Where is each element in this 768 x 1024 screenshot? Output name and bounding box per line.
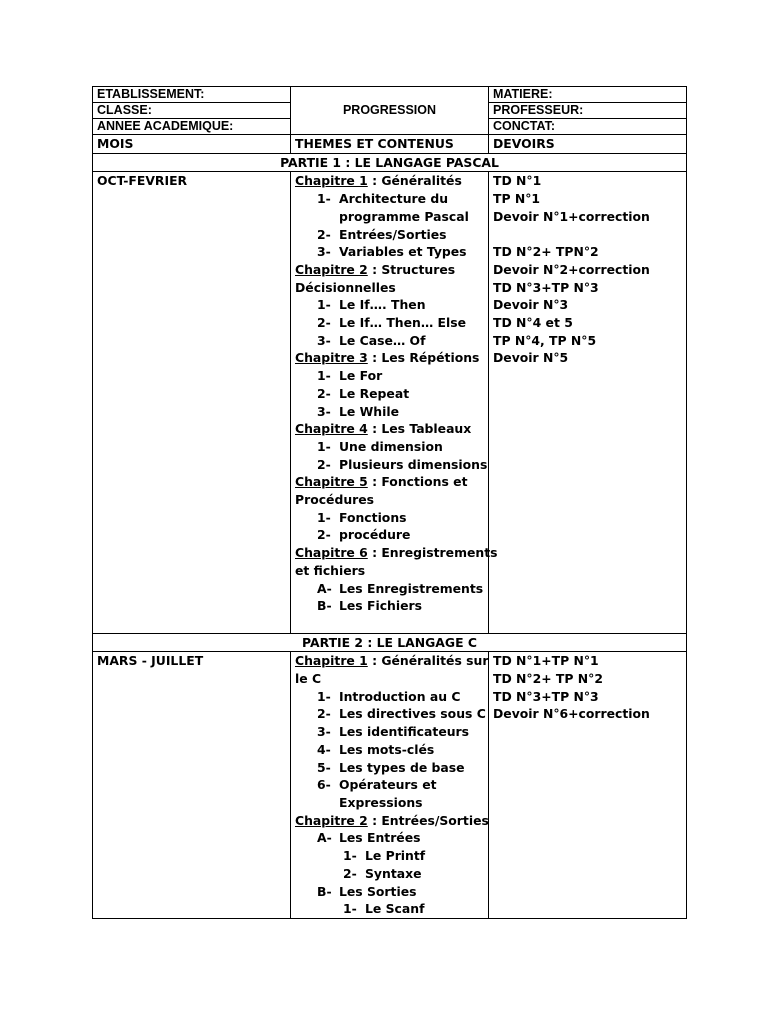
list-item: 4- Les mots-clés [317, 741, 435, 757]
chapter-label: Chapitre 2 [295, 261, 368, 277]
list-item: B- Les Fichiers [317, 598, 423, 614]
part1-devoirs [489, 172, 687, 633]
list-item: 2- Entrées/Sorties [317, 226, 447, 242]
part1-title: PARTIE 1 : LE LANGAGE PASCAL [93, 153, 687, 172]
chapter-title-continuation: Décisionnelles [295, 279, 396, 295]
column-devoirs: DEVOIRS [489, 135, 687, 154]
blank-line [493, 226, 682, 244]
header-row-1 [93, 87, 687, 103]
list-item: 1- Une dimension [317, 438, 443, 454]
list-item: 1- Le If…. Then [317, 297, 426, 313]
list-item: B- Les Sorties [317, 883, 417, 899]
list-item: 6- Opérateurs et [317, 777, 437, 793]
chapter-heading [295, 261, 484, 279]
list-item: 2- Le If… Then… Else [317, 315, 467, 331]
list-item: A- Les Enregistrements [317, 580, 484, 596]
list-item: 1- Le For [317, 368, 383, 384]
progression-table [92, 86, 687, 919]
chapter-title: : Généralités [367, 173, 462, 189]
chapter-title: : Généralités sur [367, 653, 489, 669]
devoir-item: Devoir N°1+correction [493, 208, 650, 224]
devoir-item: TD N°3+TP N°3 [493, 279, 599, 295]
chapter-label: Chapitre 3 [295, 350, 368, 366]
column-themes: THEMES ET CONTENUS [291, 135, 489, 154]
part2-devoirs [489, 652, 687, 919]
column-mois: MOIS [93, 135, 291, 154]
devoir-item: TP N°1 [493, 191, 541, 207]
list-item-continuation: programme Pascal [339, 208, 469, 224]
list-item: 3- Les identificateurs [317, 724, 470, 740]
devoir-item: TD N°2+ TP N°2 [493, 671, 603, 687]
professeur-label: PROFESSEUR: [489, 103, 687, 119]
chapter-heading [295, 172, 484, 190]
part2-month: MARS - JUILLET [93, 652, 291, 919]
column-header-row [93, 135, 687, 154]
devoir-item: TD N°3+TP N°3 [493, 688, 599, 704]
chapter-title: : Enregistrements [367, 545, 498, 561]
list-item: 3- Le Case… Of [317, 332, 426, 348]
classe-label: CLASSE: [93, 103, 291, 119]
part1-month: OCT-FEVRIER [93, 172, 291, 633]
devoir-item: TP N°4, TP N°5 [493, 332, 597, 348]
chapter-title-continuation: le C [295, 671, 322, 687]
chapter-title: : Fonctions et [367, 474, 468, 490]
part2-title: PARTIE 2 : LE LANGAGE C [93, 633, 687, 652]
devoir-item: TD N°1+TP N°1 [493, 653, 599, 669]
devoir-item: Devoir N°6+correction [493, 706, 650, 722]
devoir-item: TD N°1 [493, 173, 542, 189]
list-item: 2- Les directives sous C [317, 706, 486, 722]
contact-label: CONCTAT: [489, 119, 687, 135]
chapter-heading [295, 652, 489, 670]
chapter-heading [295, 544, 498, 562]
chapter-heading [295, 349, 484, 367]
devoir-item: Devoir N°2+correction [493, 261, 650, 277]
list-item: 3- Variables et Types [317, 244, 467, 260]
list-item: 5- Les types de base [317, 759, 465, 775]
list-item: 1- Architecture du [317, 191, 449, 207]
devoir-item: TD N°2+ TPN°2 [493, 244, 599, 260]
chapter-title: : Entrées/Sorties [367, 812, 489, 828]
chapter-label: Chapitre 6 [295, 545, 368, 561]
chapter-title: : Structures [367, 261, 456, 277]
chapter-title-continuation: Procédures [295, 492, 375, 508]
list-item: 3- Le While [317, 403, 399, 419]
devoir-item: TD N°4 et 5 [493, 315, 573, 331]
chapter-heading [295, 812, 489, 830]
etablissement-label: ETABLISSEMENT: [93, 87, 291, 103]
sub-list-item: 1- Le Scanf [343, 901, 425, 917]
sub-list-item: 2- Syntaxe [343, 865, 422, 881]
list-item: 2- procédure [317, 527, 411, 543]
part2-title-row [93, 633, 687, 652]
chapter-title-continuation: et fichiers [295, 562, 366, 578]
document-page [92, 86, 686, 919]
list-item: 2- Plusieurs dimensions [317, 456, 488, 472]
matiere-label: MATIERE: [489, 87, 687, 103]
progression-title: PROGRESSION [291, 87, 489, 135]
annee-label: ANNEE ACADEMIQUE: [93, 119, 291, 135]
chapter-heading [295, 473, 484, 491]
list-item: A- Les Entrées [317, 830, 421, 846]
devoir-item: Devoir N°3 [493, 297, 569, 313]
list-item: 2- Le Repeat [317, 385, 410, 401]
list-item-continuation: Expressions [339, 795, 423, 810]
chapter-label: Chapitre 5 [295, 474, 368, 490]
list-item: 1- Introduction au C [317, 688, 461, 704]
sub-list-item: 1- Le Printf [343, 848, 426, 864]
devoir-item: Devoir N°5 [493, 350, 569, 366]
part1-content-row [93, 172, 687, 633]
list-item: 1- Fonctions [317, 509, 407, 525]
chapter-label: Chapitre 4 [295, 421, 368, 437]
chapter-label: Chapitre 2 [295, 812, 368, 828]
chapter-title: : Les Répétions [367, 350, 480, 366]
part2-themes [291, 652, 489, 919]
chapter-title: : Les Tableaux [367, 421, 472, 437]
part1-themes [291, 172, 498, 633]
chapter-heading [295, 420, 484, 438]
part2-content-row [93, 652, 687, 919]
part1-title-row [93, 153, 687, 172]
chapter-label: Chapitre 1 [295, 173, 368, 189]
chapter-label: Chapitre 1 [295, 653, 368, 669]
blank-line [295, 615, 484, 633]
